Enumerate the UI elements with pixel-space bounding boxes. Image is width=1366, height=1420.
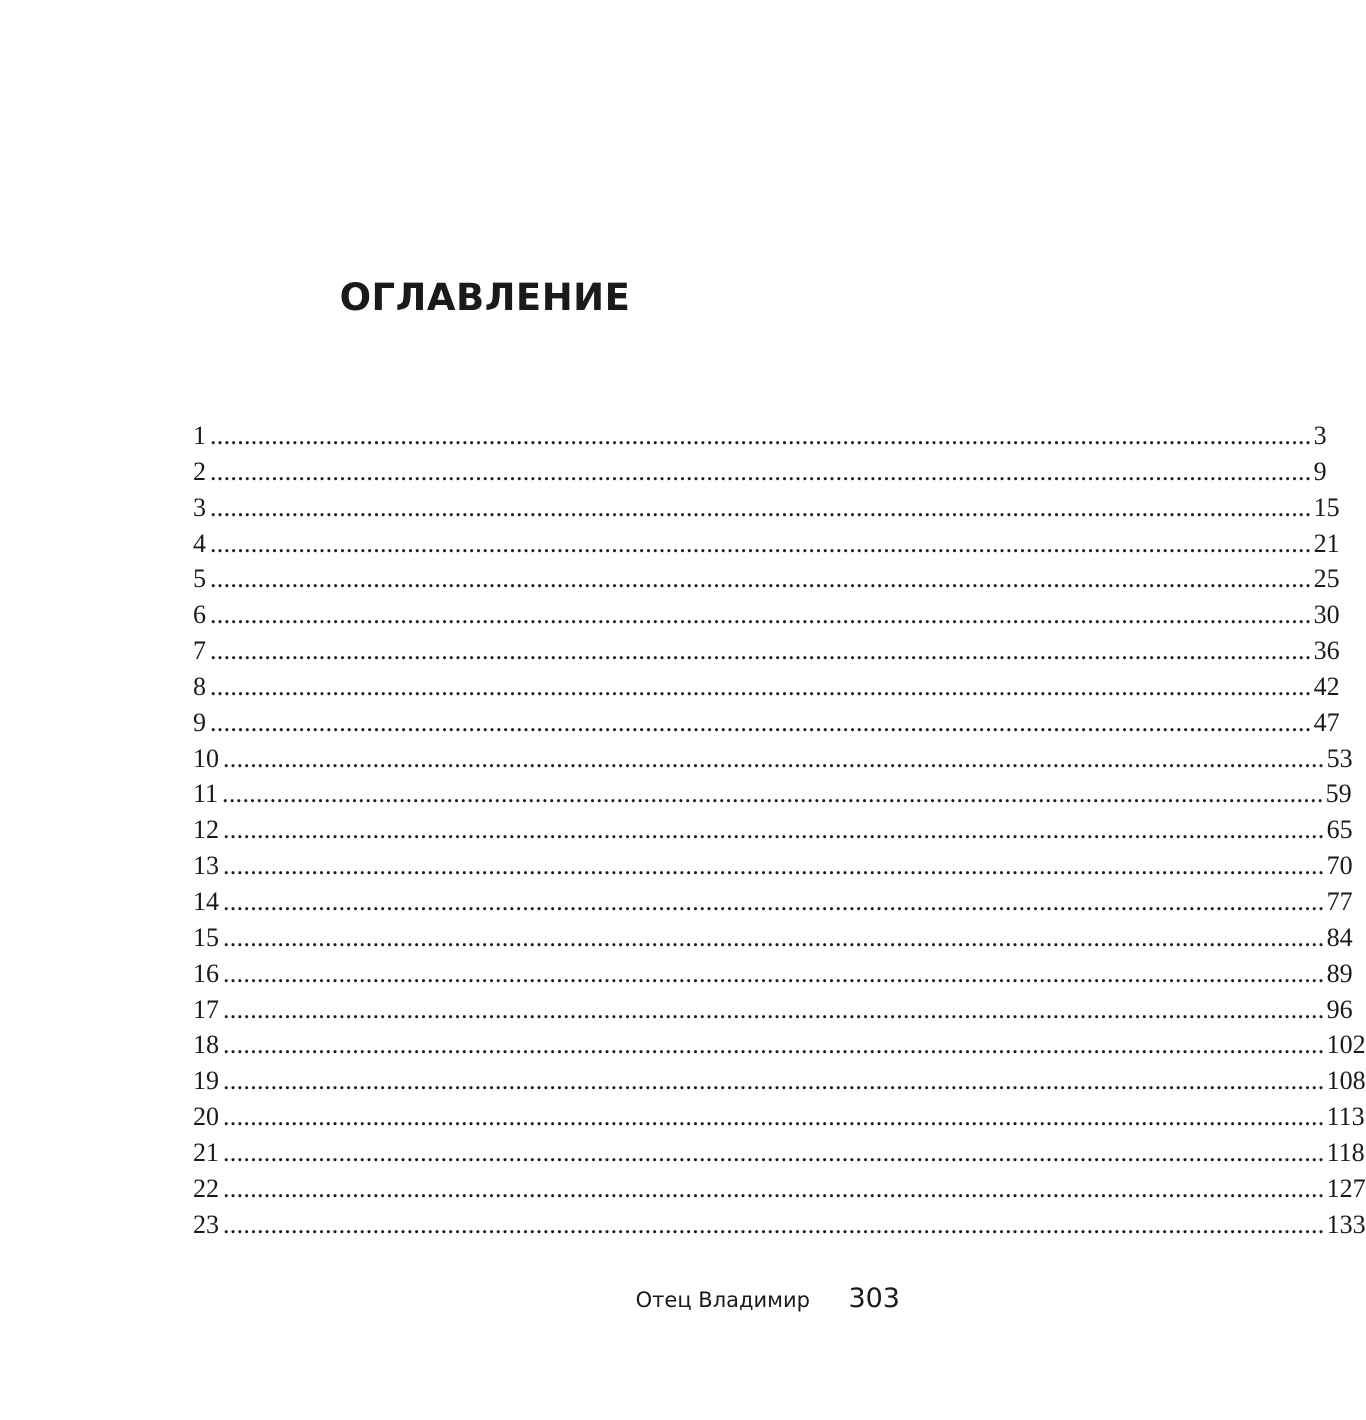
- dot-leader: ..................................................................................................................................................................: [210, 456, 1312, 486]
- toc-entry: [193, 1135, 1365, 1171]
- toc-entry-page: 30: [1313, 600, 1340, 630]
- toc-entry-page: 47: [1313, 707, 1340, 737]
- toc-entry-page: 84: [1326, 922, 1353, 952]
- toc-entry-page: 21: [1313, 528, 1340, 558]
- toc-entry-page: 42: [1313, 671, 1340, 701]
- toc-entry: [193, 705, 1340, 741]
- toc-entry-number: 23: [193, 1209, 219, 1239]
- toc-entry: [193, 454, 1327, 490]
- dot-leader: ..................................................................................................................................................................: [210, 564, 1312, 594]
- toc-entry-number: 9: [193, 707, 206, 737]
- dot-leader: ..................................................................................................................................................................: [210, 707, 1312, 737]
- toc-entry: [193, 956, 1353, 992]
- toc-entry: [193, 561, 1340, 597]
- toc-entry-page: 133: [1326, 1209, 1366, 1239]
- toc-entry-page: 102: [1326, 1030, 1366, 1060]
- toc-entry-number: 21: [193, 1137, 219, 1167]
- toc-entry-page: 3: [1313, 421, 1327, 450]
- dot-leader: ..................................................................................................................................................................: [210, 636, 1312, 666]
- toc-entry-number: 14: [193, 886, 219, 916]
- toc-entry-number: 20: [193, 1102, 219, 1132]
- dot-leader: ..................................................................................................................................................................: [223, 922, 1325, 952]
- dot-leader: ..................................................................................................................................................................: [222, 779, 1324, 809]
- dot-leader: ..................................................................................................................................................................: [210, 600, 1312, 630]
- dot-leader: ..................................................................................................................................................................: [210, 421, 1312, 450]
- page-number: 303: [848, 1283, 900, 1314]
- dot-leader: ..................................................................................................................................................................: [223, 851, 1325, 881]
- toc-entry: [193, 992, 1353, 1028]
- toc-entry: [193, 884, 1353, 920]
- toc-entry: [193, 920, 1353, 956]
- toc-entry-page: 118: [1326, 1137, 1365, 1167]
- page-title: ОГЛАВЛЕНИЕ: [339, 276, 631, 319]
- toc-entry-number: 15: [193, 922, 219, 952]
- toc-entry: [193, 526, 1340, 562]
- dot-leader: ..................................................................................................................................................................: [223, 815, 1325, 845]
- toc-entry: [193, 597, 1340, 633]
- toc-entry: [193, 741, 1353, 777]
- toc-entry-page: 15: [1313, 492, 1340, 522]
- toc-entry-page: 108: [1326, 1066, 1366, 1096]
- toc-entry-number: 1: [193, 421, 206, 450]
- toc-entry-number: 10: [193, 743, 219, 773]
- dot-leader: ..................................................................................................................................................................: [210, 492, 1312, 522]
- toc-entry: [193, 848, 1353, 884]
- running-footer-author: Отец Владимир: [635, 1288, 810, 1312]
- dot-leader: ..................................................................................................................................................................: [223, 1209, 1325, 1239]
- toc-entry: [193, 1171, 1366, 1207]
- toc-entry: [193, 669, 1340, 705]
- toc-entry: [193, 1207, 1366, 1243]
- toc-entry-number: 16: [193, 958, 219, 988]
- dot-leader: ..................................................................................................................................................................: [223, 886, 1325, 916]
- toc-entry-page: 127: [1326, 1173, 1366, 1203]
- dot-leader: ..................................................................................................................................................................: [223, 1173, 1325, 1203]
- toc-entry-page: 113: [1326, 1102, 1365, 1132]
- toc-entry-number: 3: [193, 492, 206, 522]
- toc-entry: [193, 633, 1340, 669]
- toc-entry-number: 7: [193, 636, 206, 666]
- dot-leader: ..................................................................................................................................................................: [223, 1066, 1325, 1096]
- toc-entry: [193, 1063, 1366, 1099]
- toc-entry-page: 89: [1326, 958, 1353, 988]
- toc-entry-number: 13: [193, 851, 219, 881]
- toc-entry-page: 36: [1313, 636, 1340, 666]
- dot-leader: ..................................................................................................................................................................: [223, 1137, 1325, 1167]
- toc-entry-page: 25: [1313, 564, 1340, 594]
- toc-entry-number: 2: [193, 456, 206, 486]
- toc-entry-page: 70: [1326, 851, 1353, 881]
- toc-entry-page: 53: [1326, 743, 1353, 773]
- toc-entry-page: 77: [1326, 886, 1353, 916]
- toc-entry-number: 5: [193, 564, 206, 594]
- toc-entry-number: 17: [193, 994, 219, 1024]
- toc-entry-number: 4: [193, 528, 206, 558]
- dot-leader: ..................................................................................................................................................................: [210, 671, 1312, 701]
- dot-leader: ..................................................................................................................................................................: [210, 528, 1312, 558]
- dot-leader: ..................................................................................................................................................................: [223, 1102, 1325, 1132]
- toc-entry-page: 9: [1313, 456, 1327, 486]
- toc-entry: [193, 490, 1340, 526]
- dot-leader: ..................................................................................................................................................................: [223, 958, 1325, 988]
- table-of-contents: [193, 418, 1366, 1242]
- toc-entry-number: 18: [193, 1030, 219, 1060]
- toc-entry-page: 96: [1326, 994, 1353, 1024]
- toc-entry-number: 12: [193, 815, 219, 845]
- toc-entry: [193, 1099, 1365, 1135]
- toc-entry-number: 22: [193, 1173, 219, 1203]
- toc-entry-page: 59: [1325, 779, 1352, 809]
- dot-leader: ..................................................................................................................................................................: [223, 743, 1325, 773]
- toc-entry: [193, 812, 1353, 848]
- toc-entry-page: 65: [1326, 815, 1353, 845]
- toc-entry: [193, 776, 1352, 812]
- toc-entry-number: 11: [193, 779, 219, 809]
- toc-entry-number: 19: [193, 1066, 219, 1096]
- dot-leader: ..................................................................................................................................................................: [223, 1030, 1325, 1060]
- toc-entry-number: 8: [193, 671, 206, 701]
- dot-leader: ..................................................................................................................................................................: [223, 994, 1325, 1024]
- toc-entry: [193, 1027, 1366, 1063]
- toc-entry-number: 6: [193, 600, 206, 630]
- toc-entry: [193, 418, 1327, 454]
